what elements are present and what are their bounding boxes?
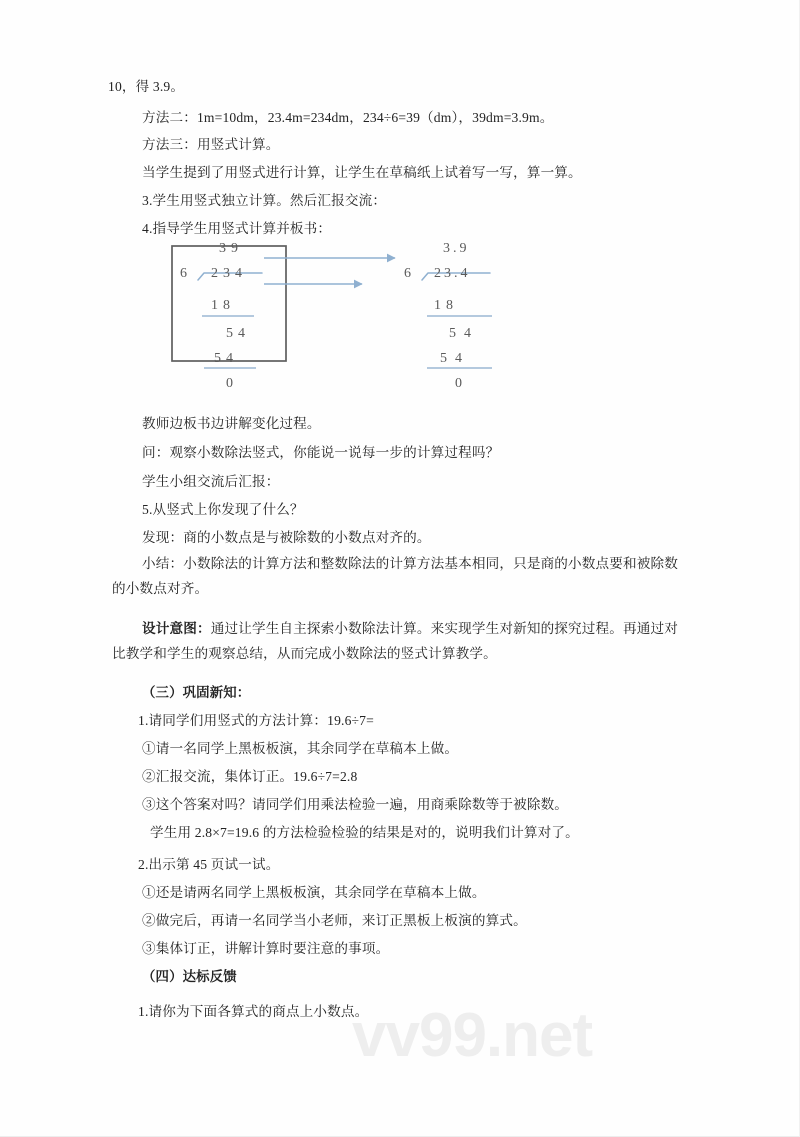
left-quotient: 39 bbox=[219, 241, 243, 256]
body-line-5: 3.学生用竖式独立计算。然后汇报交流： bbox=[142, 193, 387, 208]
body-line-1: 10，得 3.9。 bbox=[108, 79, 185, 94]
body-line-11: 发现：商的小数点是与被除数的小数点对齐的。 bbox=[142, 530, 431, 545]
section-three-item-8: ②做完后，再请一名同学当小老师，来订正黑板上板演的算式。 bbox=[142, 913, 527, 928]
body-line-3: 方法三：用竖式计算。 bbox=[142, 137, 280, 152]
right-divisor: 6 bbox=[404, 266, 411, 281]
right-quotient: 3.9 bbox=[443, 241, 470, 256]
body-line-7: 教师边板书边讲解变化过程。 bbox=[142, 416, 321, 431]
summary-paragraph: 小结：小数除法的计算方法和整数除法的计算方法基本相同，只是商的小数点要和被除数的小数点对齐。 bbox=[112, 556, 679, 596]
left-step3: 54 bbox=[214, 351, 238, 366]
section-three-item-1: 1.请同学们用竖式的方法计算：19.6÷7= bbox=[138, 713, 374, 728]
design-intent-paragraph bbox=[112, 616, 686, 666]
body-line-4: 当学生提到了用竖式进行计算，让学生在草稿纸上试着写一写，算一算。 bbox=[142, 165, 582, 180]
section-three-item-6: 2.出示第 45 页试一试。 bbox=[138, 857, 280, 872]
body-line-2: 方法二：1m=10dm，23.4m=234dm，234÷6=39（dm），39dm=3.9m。 bbox=[142, 110, 554, 125]
section-three-heading: （三）巩固新知： bbox=[142, 685, 251, 700]
left-step2: 54 bbox=[226, 326, 250, 341]
division-diagram-svg bbox=[0, 238, 800, 416]
body-line-6: 4.指导学生用竖式计算并板书： bbox=[142, 221, 332, 236]
body-line-9: 学生小组交流后汇报： bbox=[142, 474, 280, 489]
right-step3: 54 bbox=[440, 351, 470, 366]
right-remainder: 0 bbox=[455, 376, 462, 391]
watermark: vv99.net bbox=[352, 1001, 593, 1070]
right-step2: 54 bbox=[449, 326, 479, 341]
section-three-item-2: ①请一名同学上黑板板演，其余同学在草稿本上做。 bbox=[142, 741, 459, 756]
design-intent-label: 设计意图： bbox=[142, 621, 211, 636]
left-divisor: 6 bbox=[180, 266, 187, 281]
long-division-diagram bbox=[0, 238, 800, 416]
body-line-8: 问：观察小数除法竖式，你能说一说每一步的计算过程吗？ bbox=[142, 445, 500, 460]
left-dividend: 234 bbox=[211, 266, 247, 281]
section-three-item-9: ③集体订正，讲解计算时要注意的事项。 bbox=[142, 941, 390, 956]
right-dividend: 23.4 bbox=[434, 266, 471, 281]
section-three-item-4: ③这个答案对吗？请同学们用乘法检验一遍，用商乘除数等于被除数。 bbox=[142, 797, 569, 812]
left-remainder: 0 bbox=[226, 376, 233, 391]
section-four-item-1: 1.请你为下面各算式的商点上小数点。 bbox=[138, 1004, 369, 1019]
body-line-10: 5.从竖式上你发现了什么？ bbox=[142, 502, 304, 517]
section-four-heading: （四）达标反馈 bbox=[142, 969, 237, 984]
left-step1: 18 bbox=[211, 298, 235, 313]
design-intent-text: 通过让学生自主探索小数除法计算。来实现学生对新知的探究过程。再通过对比教学和学生的观察总结，从而完成小数除法的竖式计算教学。 bbox=[112, 621, 679, 661]
section-three-item-3: ②汇报交流，集体订正。19.6÷7=2.8 bbox=[142, 769, 358, 784]
section-three-item-5: 学生用 2.8×7=19.6 的方法检验检验的结果是对的，说明我们计算对了。 bbox=[150, 825, 579, 840]
right-step1: 18 bbox=[434, 298, 458, 313]
section-three-item-7: ①还是请两名同学上黑板板演，其余同学在草稿本上做。 bbox=[142, 885, 486, 900]
